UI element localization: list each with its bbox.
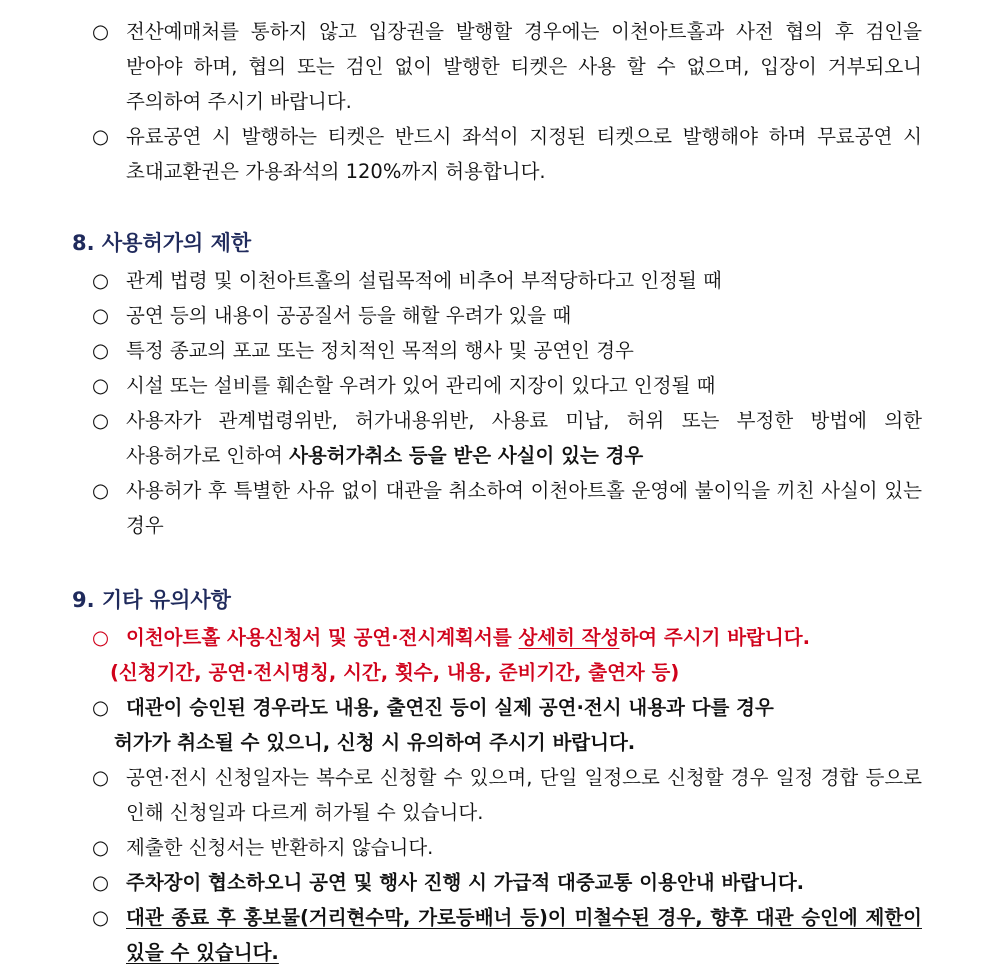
list-item-line-1: 대관이 승인된 경우라도 내용, 출연진 등이 실제 공연·전시 내용과 다를 경우 bbox=[126, 696, 774, 719]
list-item-text: 유료공연 시 발행하는 티켓은 반드시 좌석이 지정된 티켓으로 발행해야 하며 무료공연 시 초대교환권은 가용좌석의 120%까지 허용합니다. bbox=[126, 125, 922, 183]
notice-text: 하여 주시기 바랍니다. bbox=[619, 626, 810, 649]
list-item-ticket-inspection bbox=[92, 14, 922, 119]
list-item-parking bbox=[92, 865, 922, 900]
bullet-circle-icon: ○ bbox=[92, 626, 110, 649]
notice-text: 이천아트홀 사용신청서 및 공연·전시계획서를 bbox=[126, 626, 519, 649]
bullet-circle-icon: ○ bbox=[92, 20, 110, 43]
list-item-text: 제출한 신청서는 반환하지 않습니다. bbox=[126, 836, 434, 859]
list-item-promo-removal bbox=[92, 900, 922, 970]
list-item-permit-revocation bbox=[92, 690, 922, 760]
list-item-text: 공연·전시 신청일자는 복수로 신청할 수 있으며, 단일 일정으로 신청할 경우 일정 경합 등으로 인해 신청일과 다르게 허가될 수 있습니다. bbox=[126, 766, 922, 824]
list-item-text bbox=[92, 690, 922, 760]
list-item bbox=[92, 263, 922, 298]
list-item-permit-cancelled bbox=[92, 403, 922, 473]
list-item-text: 전산예매처를 통하지 않고 입장권을 발행할 경우에는 이천아트홀과 사전 협의 후 검인을 받아야 하며, 협의 또는 검인 없이 발행한 티켓은 사용 할 수 없으며, 입장이 거부되오니 주의하여 주시기 바랍니다. bbox=[126, 20, 922, 113]
bullet-circle-icon: ○ bbox=[92, 339, 110, 362]
list-item-no-return bbox=[92, 830, 922, 865]
list-item-application-form-notice bbox=[92, 620, 922, 690]
list-item bbox=[92, 368, 922, 403]
bullet-circle-icon: ○ bbox=[92, 696, 110, 719]
list-item bbox=[92, 298, 922, 333]
list-item-text: 관계 법령 및 이천아트홀의 설립목적에 비추어 부적당하다고 인정될 때 bbox=[126, 269, 722, 292]
bullet-circle-icon: ○ bbox=[92, 836, 110, 859]
bullet-circle-icon: ○ bbox=[92, 374, 110, 397]
bullet-circle-icon: ○ bbox=[92, 304, 110, 327]
list-item-text bbox=[92, 403, 922, 473]
bullet-circle-icon: ○ bbox=[92, 125, 110, 148]
list-item-schedule bbox=[92, 760, 922, 830]
section-9-heading: 9. 기타 유의사항 bbox=[72, 588, 231, 612]
list-item-text: 사용허가 후 특별한 사유 없이 대관을 취소하여 이천아트홀 운영에 불이익을 끼친 사실이 있는 경우 bbox=[126, 479, 922, 537]
bullet-circle-icon: ○ bbox=[92, 871, 110, 894]
list-item-text bbox=[92, 620, 922, 690]
list-item-text: 공연 등의 내용이 공공질서 등을 해할 우려가 있을 때 bbox=[126, 304, 572, 327]
list-item-ticket-seating bbox=[92, 119, 922, 189]
notice-underlined-text: 상세히 작성 bbox=[518, 626, 620, 649]
list-item-text-plain: 사용자가 관계법령위반, 허가내용위반, 사용료 미납, 허위 또는 부정한 방법에 의한 사용허가로 인하여 bbox=[126, 409, 922, 467]
list-item-text: 특정 종교의 포교 또는 정치적인 목적의 행사 및 공연인 경우 bbox=[126, 339, 634, 362]
section-8-heading: 8. 사용허가의 제한 bbox=[72, 231, 252, 255]
list-item-text: 시설 또는 설비를 훼손할 우려가 있어 관리에 지장이 있다고 인정될 때 bbox=[126, 374, 716, 397]
notice-line-2: (신청기간, 공연·전시명칭, 시간, 횟수, 내용, 준비기간, 출연자 등) bbox=[110, 661, 680, 684]
notice-line-1 bbox=[126, 620, 922, 655]
list-item-text: 대관 종료 후 홍보물(거리현수막, 가로등배너 등)이 미철수된 경우, 향후 대관 승인에 제한이 있을 수 있습니다. bbox=[126, 906, 922, 964]
bullet-circle-icon: ○ bbox=[92, 479, 110, 502]
list-item bbox=[92, 333, 922, 368]
bullet-circle-icon: ○ bbox=[92, 766, 110, 789]
list-item-text-emphasis: 사용허가취소 등을 받은 사실이 있는 경우 bbox=[289, 444, 644, 467]
bullet-circle-icon: ○ bbox=[92, 269, 110, 292]
bullet-circle-icon: ○ bbox=[92, 906, 110, 929]
list-item-text: 주차장이 협소하오니 공연 및 행사 진행 시 가급적 대중교통 이용안내 바랍니다. bbox=[126, 871, 805, 894]
list-item-line-2: 허가가 취소될 수 있으니, 신청 시 유의하여 주시기 바랍니다. bbox=[114, 731, 636, 754]
list-item-cancellation-harm bbox=[92, 473, 922, 543]
bullet-circle-icon: ○ bbox=[92, 409, 110, 432]
